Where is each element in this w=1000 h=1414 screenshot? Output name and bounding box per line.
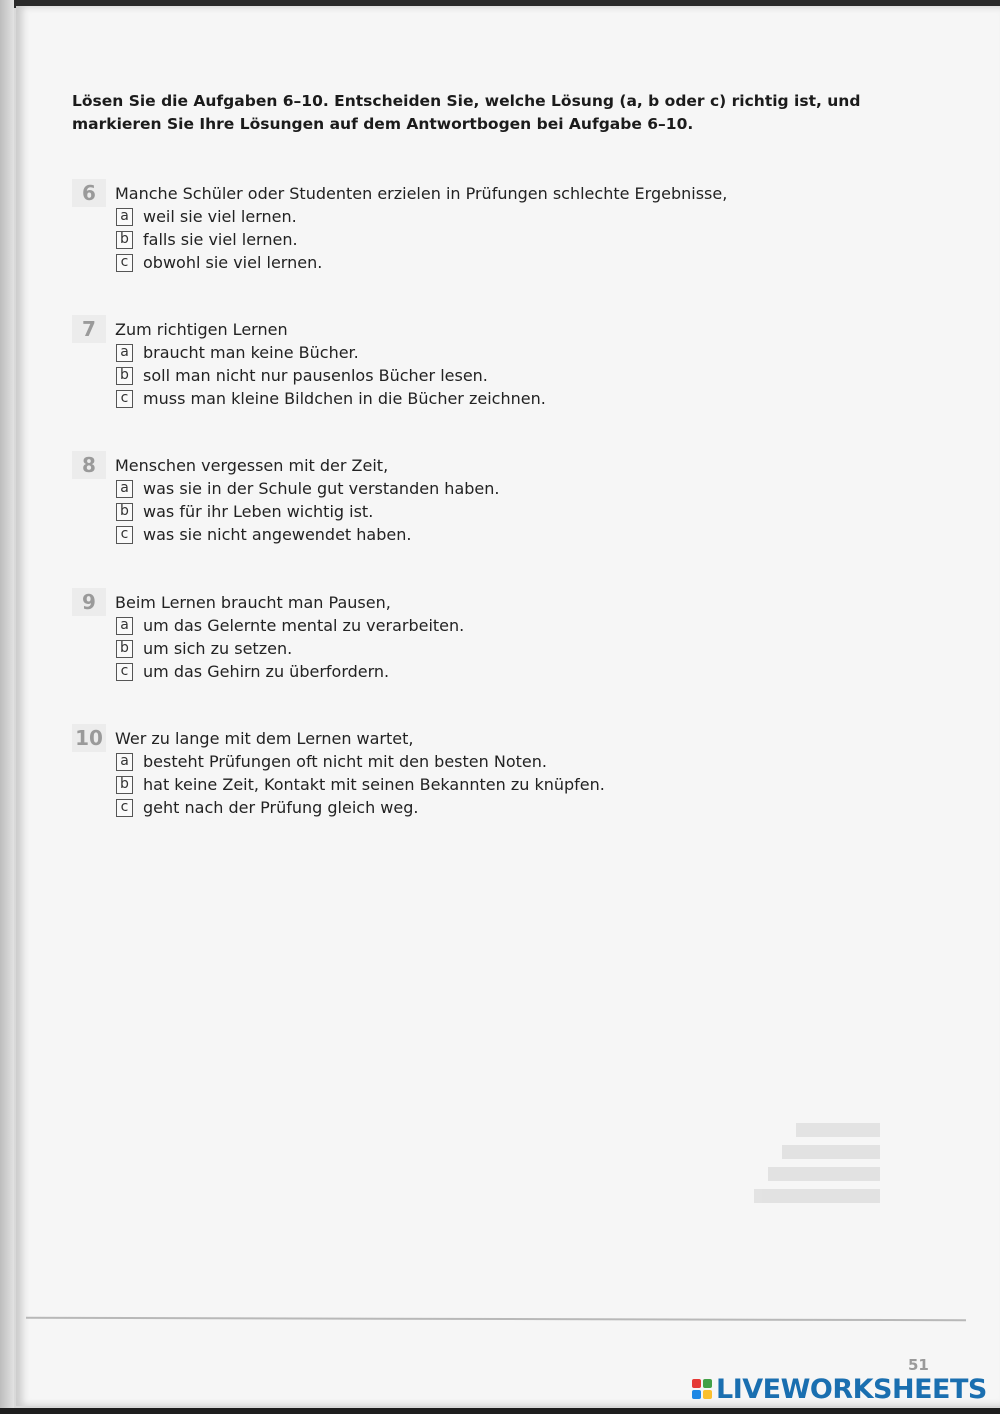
option-b[interactable] [116, 774, 605, 796]
option-text: um sich zu setzen. [143, 639, 293, 658]
option-b[interactable] [116, 229, 298, 251]
liveworksheets-logo-icon [692, 1379, 712, 1399]
task-stem: Beim Lernen braucht man Pausen, [115, 593, 391, 612]
option-text: braucht man keine Bücher. [143, 343, 359, 362]
task-stem: Menschen vergessen mit der Zeit, [115, 456, 389, 475]
option-text: um das Gehirn zu überfordern. [143, 662, 390, 681]
scan-left-edge [0, 0, 14, 1414]
option-text: muss man kleine Bildchen in die Bücher zeichnen. [143, 389, 546, 408]
task-number: 10 [72, 724, 106, 752]
option-text: falls sie viel lernen. [143, 230, 298, 249]
option-checkbox[interactable]: b [116, 776, 133, 794]
option-checkbox[interactable]: b [116, 503, 133, 521]
liveworksheets-watermark [692, 1374, 987, 1404]
bleed-through-text [740, 1115, 880, 1240]
scan-bottom-edge [0, 1408, 1000, 1414]
option-checkbox[interactable]: a [116, 344, 133, 362]
option-text: was für ihr Leben wichtig ist. [143, 502, 374, 521]
logo-square [692, 1390, 701, 1399]
watermark-text: LIVEWORKSHEETS [716, 1373, 987, 1405]
option-a[interactable] [116, 615, 464, 637]
task-number: 8 [72, 451, 106, 479]
option-checkbox[interactable]: c [116, 390, 133, 408]
option-c[interactable] [116, 661, 389, 683]
option-b[interactable] [116, 365, 488, 387]
option-c[interactable] [116, 797, 418, 819]
option-text: obwohl sie viel lernen. [143, 253, 323, 272]
option-checkbox[interactable]: a [116, 208, 133, 226]
page-number: 51 [908, 1356, 929, 1374]
option-text: soll man nicht nur pausenlos Bücher lesen. [143, 366, 488, 385]
option-c[interactable] [116, 388, 546, 410]
task-stem: Zum richtigen Lernen [115, 320, 288, 339]
option-checkbox[interactable]: a [116, 617, 133, 635]
option-checkbox[interactable]: b [116, 367, 133, 385]
option-checkbox[interactable]: a [116, 480, 133, 498]
option-a[interactable] [116, 342, 359, 364]
option-checkbox[interactable]: b [116, 640, 133, 658]
task-number: 7 [72, 315, 106, 343]
option-checkbox[interactable]: c [116, 254, 133, 272]
task-stem: Manche Schüler oder Studenten erzielen in Prüfungen schlechte Ergebnisse, [115, 184, 728, 203]
logo-square [703, 1390, 712, 1399]
option-a[interactable] [116, 478, 499, 500]
option-text: was sie in der Schule gut verstanden haben. [143, 479, 500, 498]
logo-square [703, 1379, 712, 1388]
option-text: besteht Prüfungen oft nicht mit den besten Noten. [143, 752, 547, 771]
option-text: um das Gelernte mental zu verarbeiten. [143, 616, 465, 635]
option-checkbox[interactable]: c [116, 526, 133, 544]
option-checkbox[interactable]: b [116, 231, 133, 249]
logo-square [692, 1379, 701, 1388]
option-b[interactable] [116, 501, 373, 523]
option-checkbox[interactable]: a [116, 753, 133, 771]
task-stem: Wer zu lange mit dem Lernen wartet, [115, 729, 414, 748]
option-checkbox[interactable]: c [116, 799, 133, 817]
instruction-text: Lösen Sie die Aufgaben 6–10. Entscheiden Sie, welche Lösung (a, b oder c) richtig ist, und markieren Sie Ihre Lösungen auf dem Antwortbogen bei Aufgabe 6–10. [72, 92, 861, 133]
option-text: geht nach der Prüfung gleich weg. [143, 798, 419, 817]
option-text: hat keine Zeit, Kontakt mit seinen Bekannten zu knüpfen. [143, 775, 605, 794]
option-c[interactable] [116, 524, 411, 546]
task-number: 9 [72, 588, 106, 616]
option-checkbox[interactable]: c [116, 663, 133, 681]
option-a[interactable] [116, 206, 297, 228]
task-number: 6 [72, 179, 106, 207]
option-b[interactable] [116, 638, 292, 660]
option-text: was sie nicht angewendet haben. [143, 525, 412, 544]
option-text: weil sie viel lernen. [143, 207, 297, 226]
option-a[interactable] [116, 751, 547, 773]
option-c[interactable] [116, 252, 322, 274]
